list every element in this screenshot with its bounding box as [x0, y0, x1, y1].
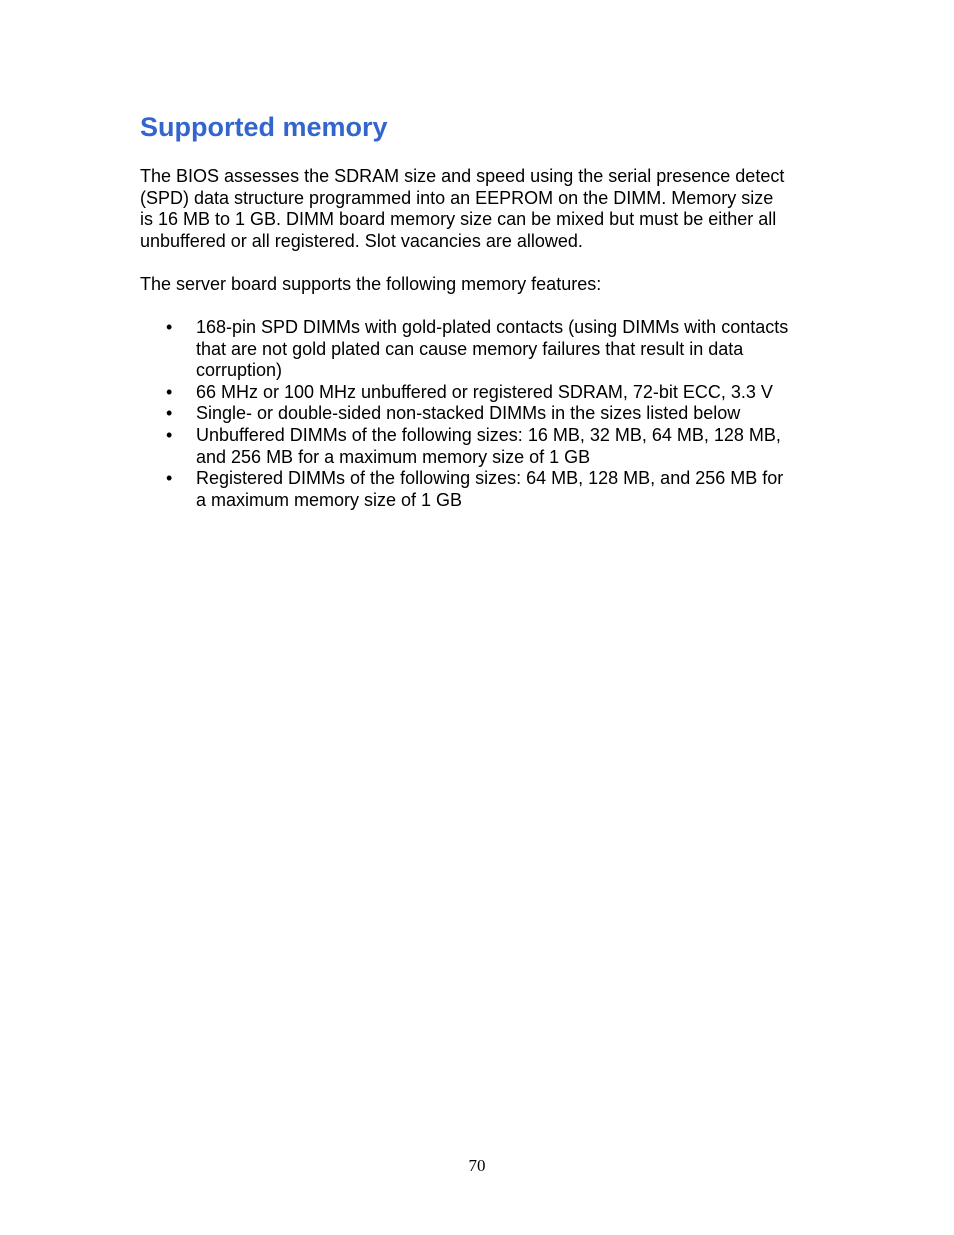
- intro-line: The BIOS assesses the SDRAM size and speed using the serial presence detect: [140, 166, 785, 186]
- list-item-line: Single- or double-sided non-stacked DIMMs in the sizes listed below: [196, 403, 741, 424]
- bullet-icon: •: [166, 424, 173, 445]
- bullet-icon: •: [166, 468, 173, 489]
- bullet-icon: •: [166, 381, 173, 402]
- list-item-line: a maximum memory size of 1 GB: [196, 489, 463, 510]
- intro-line: unbuffered or all registered. Slot vacancies are allowed.: [140, 230, 583, 251]
- list-item-text: [196, 425, 840, 468]
- list-item-line: that are not gold plated can cause memory failures that result in data: [196, 338, 744, 359]
- list-item: [140, 317, 840, 382]
- bullet-icon: •: [166, 403, 173, 424]
- lead-in-paragraph: The server board supports the following memory features:: [140, 274, 602, 294]
- list-item: [140, 382, 840, 404]
- bullet-icon: •: [166, 317, 173, 337]
- list-item-line: Registered DIMMs of the following sizes: 64 MB, 128 MB, and 256 MB for: [196, 468, 784, 489]
- list-item: [140, 403, 840, 425]
- list-item-line: corruption): [196, 360, 283, 381]
- page-number: 70: [468, 1156, 486, 1175]
- intro-paragraph: [140, 166, 820, 252]
- list-item-line: 66 MHz or 100 MHz unbuffered or registered SDRAM, 72-bit ECC, 3.3 V: [196, 381, 773, 402]
- page-title: Supported memory: [140, 112, 388, 142]
- list-item-text: [196, 468, 840, 511]
- list-item-line: Unbuffered DIMMs of the following sizes: 16 MB, 32 MB, 64 MB, 128 MB,: [196, 424, 781, 445]
- list-item-text: [196, 382, 840, 404]
- memory-features-list: [140, 317, 840, 511]
- list-item: [140, 468, 840, 511]
- list-item-line: 168-pin SPD DIMMs with gold-plated contacts (using DIMMs with contacts: [196, 317, 789, 337]
- intro-line: (SPD) data structure programmed into an EEPROM on the DIMM. Memory size: [140, 187, 774, 208]
- list-item-text: [196, 317, 840, 382]
- list-item-line: and 256 MB for a maximum memory size of 1 GB: [196, 446, 591, 467]
- intro-line: is 16 MB to 1 GB. DIMM board memory size can be mixed but must be either all: [140, 209, 777, 230]
- list-item: [140, 425, 840, 468]
- list-item-text: [196, 403, 840, 425]
